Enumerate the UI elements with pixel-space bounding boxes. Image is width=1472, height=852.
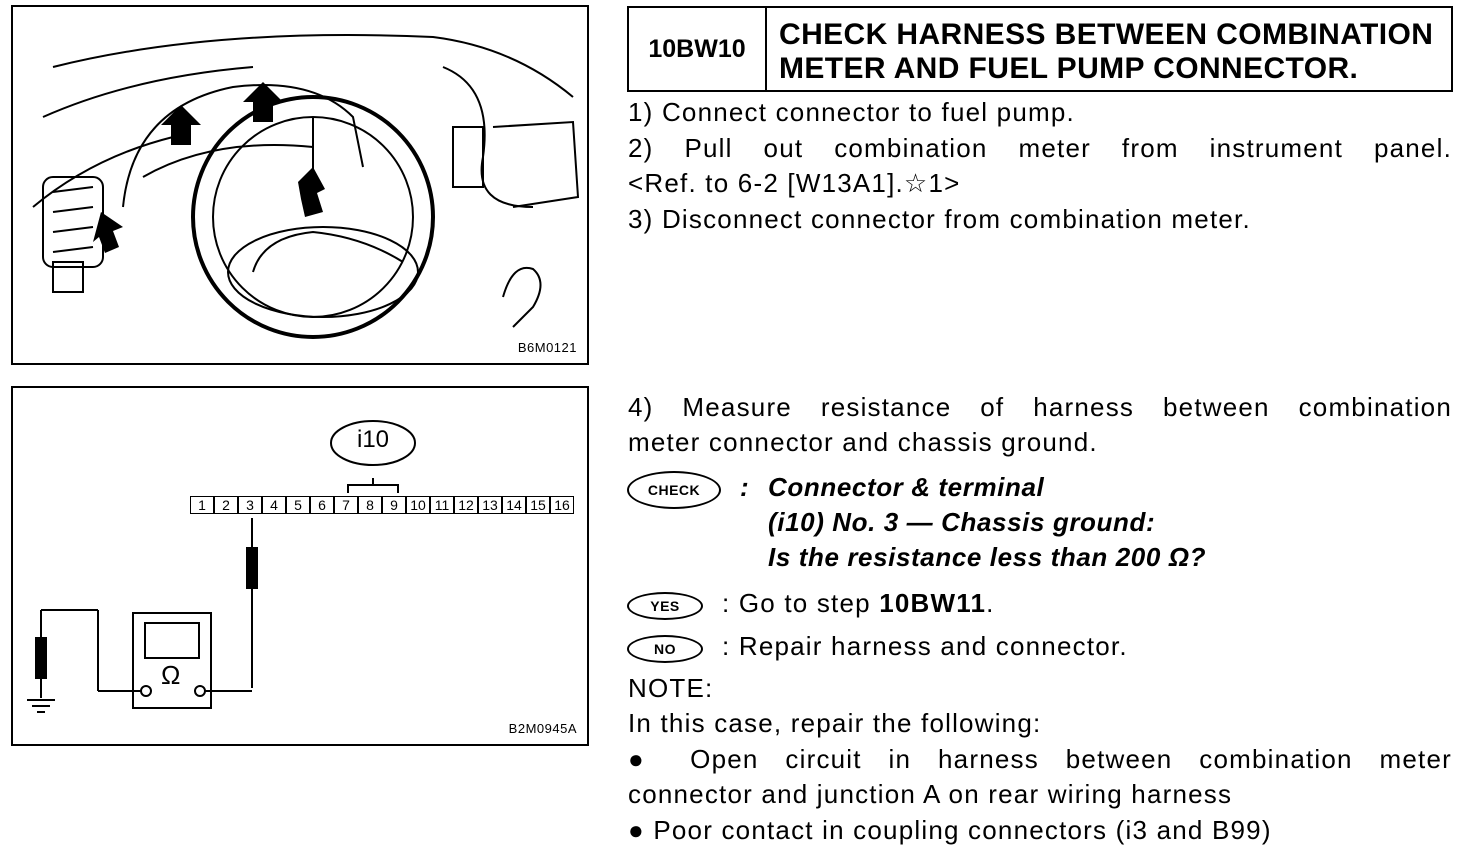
step-title <box>767 8 1451 90</box>
yes-text: : Go to step 10BW11. <box>722 588 995 618</box>
connector-diagram <box>11 386 589 746</box>
step-id: 10BW10 <box>629 8 767 90</box>
check-line1: Connector & terminal <box>768 472 1045 502</box>
connector-pin: 14 <box>502 496 526 514</box>
check-line2: (i10) No. 3 — Chassis ground: <box>768 507 1156 537</box>
instruction-1: 1) Connect connector to fuel pump. <box>628 97 1075 127</box>
connector-pin: 11 <box>430 496 454 514</box>
step-title-line1: CHECK HARNESS BETWEEN COMBINATION <box>779 18 1434 51</box>
note-intro: In this case, repair the following: <box>628 708 1042 738</box>
dashboard-drawing <box>13 7 587 363</box>
instruction-3: 3) Disconnect connector from combination meter. <box>628 204 1251 234</box>
connector-pin: 16 <box>550 496 574 514</box>
note-bullet-2: ● Poor contact in coupling connectors (i3 and B99) <box>628 815 1272 845</box>
note-label: NOTE: <box>628 673 714 703</box>
connector-pin: 8 <box>358 496 382 514</box>
ohmmeter-circuit <box>13 388 587 744</box>
no-text: : Repair harness and connector. <box>722 631 1128 661</box>
connector-pin: 1 <box>190 496 214 514</box>
figure-code: B6M0121 <box>517 340 577 355</box>
connector-pin: 10 <box>406 496 430 514</box>
connector-pin: 6 <box>310 496 334 514</box>
connector-label: i10 <box>356 426 390 453</box>
note-bullet-1-cont: connector and junction A on rear wiring harness <box>628 779 1233 809</box>
connector-pin: 9 <box>382 496 406 514</box>
connector-pin: 4 <box>262 496 286 514</box>
yes-badge: YES <box>627 592 703 620</box>
instruction-2: 2) Pull out combination meter from instrument panel. <box>628 133 1452 163</box>
connector-pin: 5 <box>286 496 310 514</box>
note-bullet-1: ● Open circuit in harness between combination meter <box>628 744 1452 774</box>
figure-code: B2M0945A <box>508 721 577 736</box>
dashboard-illustration <box>11 5 589 365</box>
connector-pin: 13 <box>478 496 502 514</box>
ohm-symbol: Ω <box>161 660 181 690</box>
step-title-line2: METER AND FUEL PUMP CONNECTOR. <box>779 52 1359 85</box>
step-header <box>627 6 1453 92</box>
connector-pin: 2 <box>214 496 238 514</box>
check-colon: : <box>740 472 750 502</box>
check-line3: Is the resistance less than 200 Ω? <box>768 542 1207 572</box>
check-badge: CHECK <box>627 471 721 509</box>
instruction-4: 4) Measure resistance of harness between combination <box>628 392 1452 422</box>
connector-pin: 3 <box>238 496 262 514</box>
connector-pin: 12 <box>454 496 478 514</box>
connector-pin: 7 <box>334 496 358 514</box>
connector-pin: 15 <box>526 496 550 514</box>
instruction-4-cont: meter connector and chassis ground. <box>628 427 1098 457</box>
no-badge: NO <box>627 635 703 663</box>
instruction-2-ref: <Ref. to 6-2 [W13A1].☆1> <box>628 168 961 198</box>
